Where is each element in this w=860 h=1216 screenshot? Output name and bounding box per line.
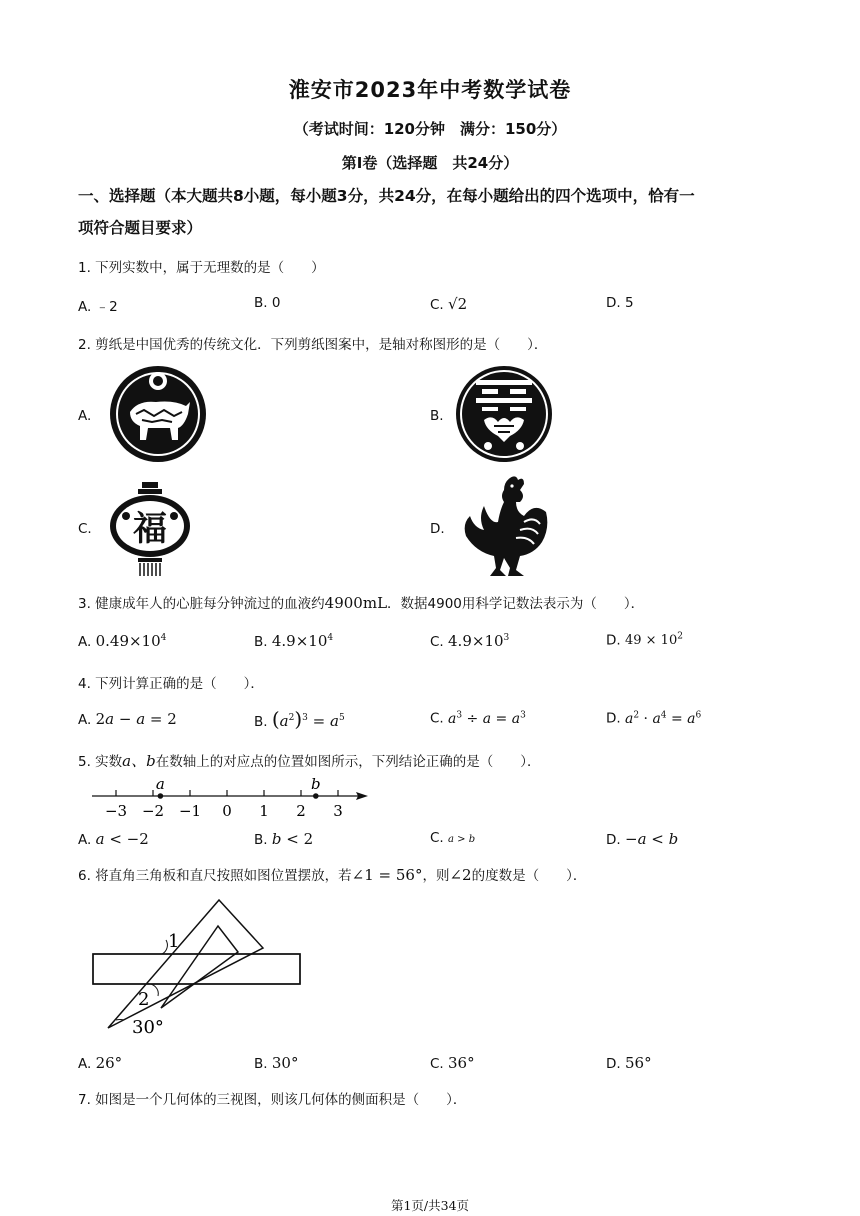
- ox-papercut-image: [108, 364, 208, 464]
- q5-option-c-math: a > b: [448, 834, 476, 845]
- q3-option-d-base: 49 × 10: [624, 633, 678, 649]
- q5-option-c-label: C.: [430, 830, 444, 846]
- number-line-tick-label: −3: [104, 802, 128, 820]
- angle30-label: 30°: [132, 1017, 164, 1038]
- fu-lantern-papercut-image: [104, 480, 196, 578]
- q6-stem-pre: 6. 将直角三角板和直尺按照如图位置摆放，若: [78, 868, 352, 884]
- fu-character: 福: [133, 509, 167, 549]
- q4-option-d-label: D.: [606, 710, 621, 727]
- section-heading-line1: 一、选择题（本大题共8小题，每小题3分，共24分，在每小题给出的四个选项中，恰有一: [78, 187, 695, 205]
- q1-option-c-math: √2: [448, 295, 468, 313]
- section-heading: [78, 180, 798, 244]
- q5-stem-vars: a、b: [122, 752, 156, 770]
- q3-option-c-label: C.: [430, 634, 444, 650]
- q6-option-c-math: 36°: [448, 1054, 475, 1072]
- q3-stem-pre: 3. 健康成年人的心脏每分钟流过的血液约: [78, 596, 325, 612]
- q4-stem: 4. 下列计算正确的是（ ）．: [78, 676, 264, 692]
- q7-stem: 7. 如图是一个几何体的三视图，则该几何体的侧面积是（ ）．: [78, 1092, 467, 1108]
- angle1-label: 1: [168, 931, 180, 952]
- q1-option-b: B. 0: [254, 295, 281, 311]
- number-line-figure: [88, 774, 378, 822]
- q3-option-d-label: D.: [606, 632, 621, 649]
- number-line-tick-label: 3: [333, 802, 343, 820]
- number-line-point-a-label: a: [155, 775, 165, 793]
- q6-option-c: [430, 1054, 475, 1072]
- q3-stem-math: 4900mL: [324, 594, 388, 612]
- q3-option-b-exp: 4: [327, 633, 334, 643]
- q4-option-a: [78, 710, 177, 728]
- q3-option-a-exp: 4: [160, 633, 167, 643]
- q6-stem-post: 的度数是（ ）．: [471, 868, 587, 884]
- q2-option-d-label: D.: [430, 521, 445, 537]
- q6-option-b-label: B.: [254, 1056, 268, 1072]
- q4-option-c-math: $a^3 \div a = a^3$: [448, 710, 526, 727]
- ruler-shape: [93, 954, 300, 984]
- q5-option-a-math: a < −2: [95, 830, 149, 848]
- q5-option-d: [606, 830, 678, 848]
- q6-option-a-math: 26°: [95, 1054, 123, 1072]
- q3-option-b: [254, 632, 333, 650]
- q5-option-a: [78, 830, 149, 848]
- q3-option-c-exp: 3: [503, 633, 510, 643]
- q3-option-a: [78, 632, 166, 650]
- number-line-point-b-label: b: [310, 775, 321, 793]
- q1-option-d: D. 5: [606, 295, 634, 311]
- q6-stem-angle1: ∠1 = 56°: [351, 866, 423, 884]
- q5-option-d-label: D.: [606, 832, 621, 848]
- number-line-tick-label: −2: [141, 802, 165, 820]
- section-heading-line2: 项符合题目要求）: [78, 219, 203, 237]
- q5-stem-post: 在数轴上的对应点的位置如图所示，下列结论正确的是（ ）．: [155, 754, 541, 770]
- q4-option-c-label: C.: [430, 710, 444, 727]
- q2-stem: 2. 剪纸是中国优秀的传统文化．下列剪纸图案中，是轴对称图形的是（ ）．: [78, 337, 548, 353]
- q4-option-a-math: 2a − a = 2: [95, 710, 177, 728]
- q6-stem: [78, 864, 586, 884]
- q5-stem: [78, 750, 540, 771]
- q3-option-c-base: 4.9×10: [448, 632, 504, 650]
- q4-option-a-label: A.: [78, 712, 92, 728]
- q5-option-d-math: −a < b: [624, 830, 679, 848]
- q3-option-c-math: [448, 632, 509, 650]
- q2-option-b-label: B.: [430, 408, 444, 424]
- q5-option-a-label: A.: [78, 832, 92, 848]
- q6-option-c-label: C.: [430, 1056, 444, 1072]
- q6-option-a: [78, 1054, 122, 1072]
- q6-option-d-math: 56°: [624, 1054, 652, 1072]
- q3-option-b-label: B.: [254, 634, 268, 650]
- q6-option-d: [606, 1054, 652, 1072]
- q1-stem: 1. 下列实数中，属于无理数的是（ ）: [78, 260, 325, 276]
- q6-option-d-label: D.: [606, 1056, 621, 1072]
- q6-stem-mid: ，则: [422, 868, 450, 884]
- q3-option-d: [606, 632, 683, 648]
- q4-option-d-math: $a^2 \cdot a^4 = a^6$: [624, 710, 702, 727]
- part-title: 第Ⅰ卷（选择题 共24分）: [341, 154, 519, 172]
- q5-option-c: [430, 830, 475, 846]
- number-line-tick-label: 2: [296, 802, 306, 820]
- q4-option-b-label: B.: [254, 714, 268, 730]
- q3-option-d-math: [625, 633, 683, 648]
- q6-option-a-label: A.: [78, 1056, 92, 1072]
- q4-option-b-math: $(a^2)^3 = a^5$: [271, 707, 345, 731]
- rooster-papercut-image: [454, 472, 554, 580]
- q5-option-b: [254, 830, 313, 848]
- q6-stem-angle2: ∠2: [449, 866, 472, 884]
- q1-option-c-label: C.: [430, 297, 444, 313]
- q3-stem: [78, 592, 644, 612]
- double-happiness-papercut-image: [454, 364, 554, 464]
- q3-option-a-label: A.: [78, 634, 92, 650]
- number-line-tick-label: 0: [222, 802, 232, 820]
- q5-stem-pre: 5. 实数: [78, 754, 123, 770]
- q3-option-b-base: 4.9×10: [271, 632, 328, 650]
- q5-option-b-label: B.: [254, 832, 268, 848]
- number-line-point-a: [158, 793, 164, 799]
- q2-option-c-label: C.: [78, 521, 92, 537]
- q4-option-d: [606, 710, 701, 727]
- q3-option-b-math: [272, 632, 333, 650]
- page-footer: 第1页/共34页: [390, 1198, 470, 1213]
- q3-option-a-base: 0.49×10: [95, 632, 161, 650]
- q3-stem-post: ．数据4900用科学记数法表示为（ ）．: [387, 596, 645, 612]
- q3-option-a-math: [96, 632, 167, 650]
- q6-option-b-math: 30°: [271, 1054, 299, 1072]
- triangle-ruler-figure: [86, 892, 316, 1040]
- q6-option-b: [254, 1054, 298, 1072]
- q4-option-b: [254, 707, 345, 731]
- exam-title: 淮安市2023年中考数学试卷: [288, 78, 572, 102]
- q2-option-a-label: A.: [78, 408, 92, 424]
- q4-option-c: [430, 710, 526, 727]
- q5-option-b-math: b < 2: [271, 830, 314, 848]
- q1-option-c: [430, 295, 467, 313]
- angle2-label: 2: [138, 989, 150, 1010]
- q1-option-a: A. ﹣2: [78, 299, 118, 315]
- q3-option-d-exp: 2: [677, 632, 683, 642]
- number-line-point-b: [313, 793, 319, 799]
- q3-option-c: [430, 632, 509, 650]
- exam-info: （考试时间：120分钟 满分：150分）: [293, 120, 567, 138]
- number-line-tick-label: 1: [259, 802, 269, 820]
- number-line-tick-label: −1: [178, 802, 202, 820]
